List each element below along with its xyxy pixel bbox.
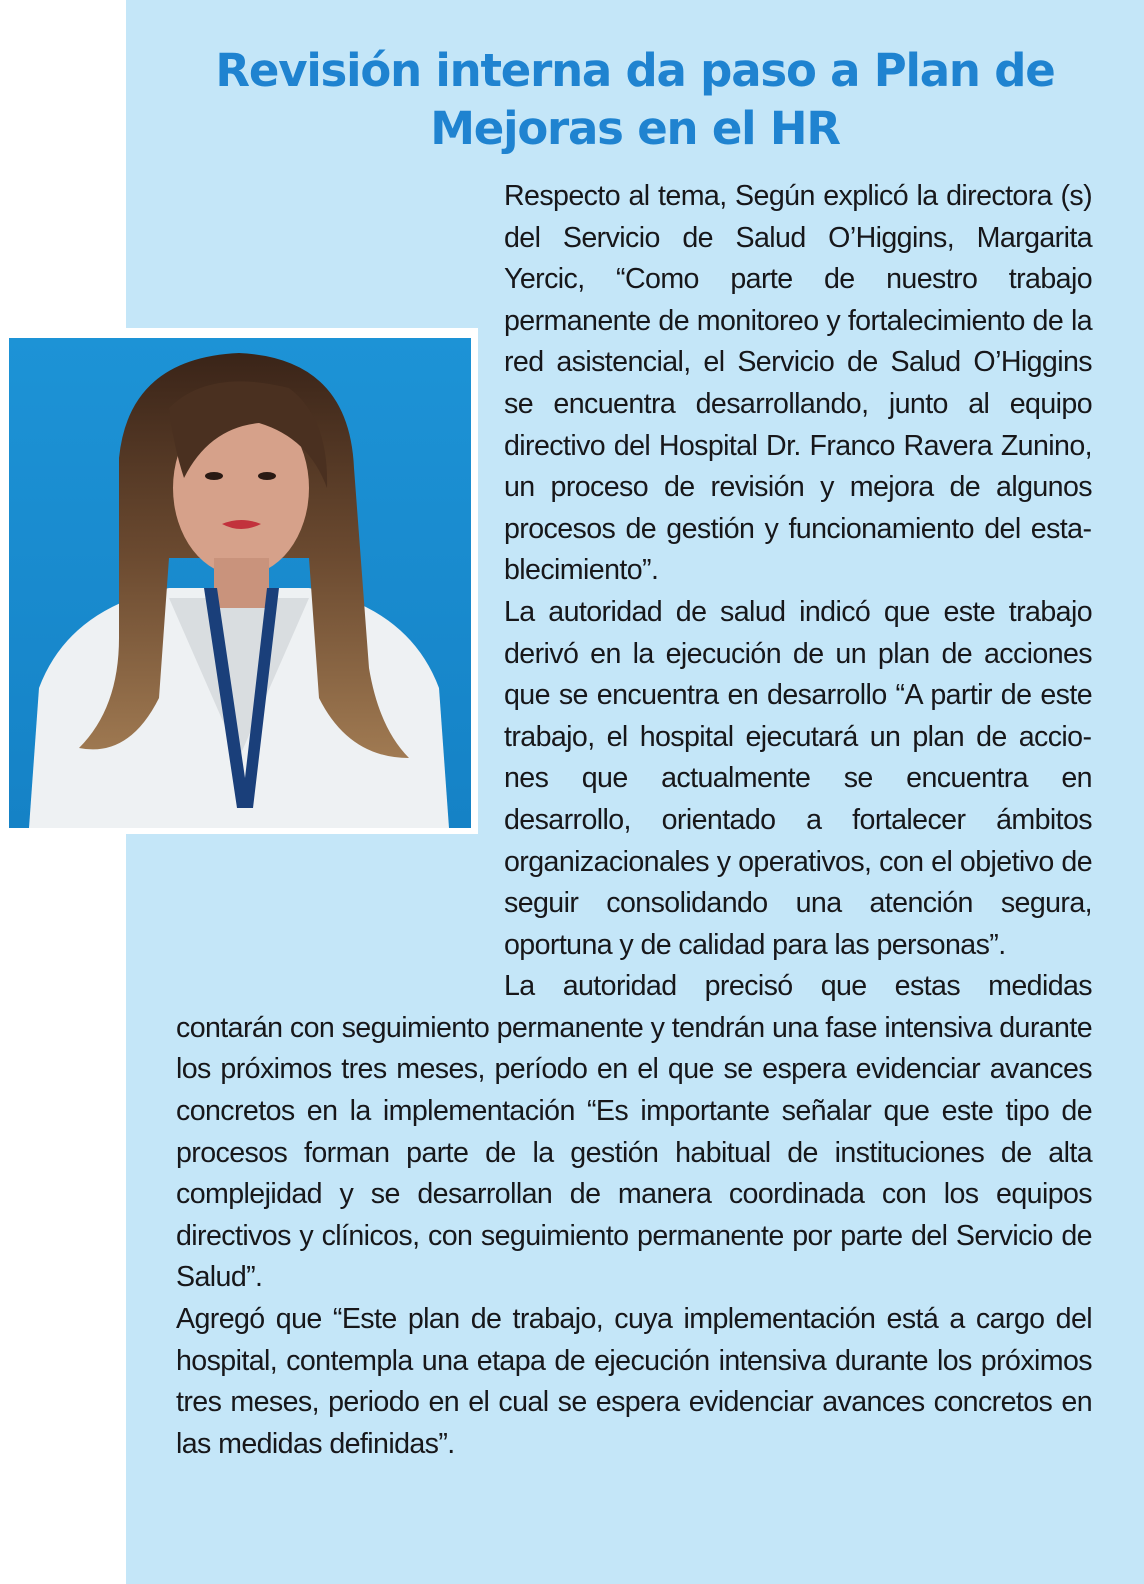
paragraph-1: Respecto al tema, Según explicó la directora (s) del Servicio de Salud O’Higgins, Margarita Yercic, “Como parte de nuestro trabajo permanente de monitoreo y fortalecimiento de la red asistencial, el Servicio de Salud O’Higgins se encuentra desarrollando, junto al equipo directivo del Hospital Dr. Franco Ravera Zunino, un proceso de revisión y mejora de algunos procesos de gestión y funcionamiento del establecimiento”. bbox=[504, 180, 1092, 587]
paragraph-2: La autoridad de salud indicó que este trabajo derivó en la ejecución de un plan de acciones que se encuentra en desarrollo “A partir de este trabajo, el hospital ejecutará un plan de acciones que actualmente se encuentra en desarrollo, orientado a fortalecer ámbitos organizacionales y operativos, con el objetivo de seguir consolidando una atención segura, oportuna y de calidad para las personas”. bbox=[504, 595, 1092, 961]
article-body bbox=[176, 176, 1092, 1465]
paragraph-3: La autoridad precisó que estas medidas contarán con seguimiento permanente y tendrán una fase intensiva durante los próximos tres meses, período en el que se espera evidenciar avances concretos en la implementación “Es importante señalar que este tipo de procesos forman parte de la gestión habitual de instituciones de alta complejidad y se desarrollan de manera coordinada con los equipos directivos y clínicos, con seguimiento permanente por parte del Servicio de Salud”. bbox=[176, 970, 1092, 1294]
headline: Revisión interna da paso a Plan de Mejoras en el HR bbox=[215, 44, 1055, 155]
photo-wrap-spacer bbox=[176, 301, 504, 973]
paragraph-4: Agregó que “Este plan de trabajo, cuya implementación está a cargo del hospital, contempla una etapa de ejecución intensiva durante los próximos tres meses, periodo en el cual se espera evidenciar avances concretos en las medidas definidas”. bbox=[176, 1303, 1092, 1460]
